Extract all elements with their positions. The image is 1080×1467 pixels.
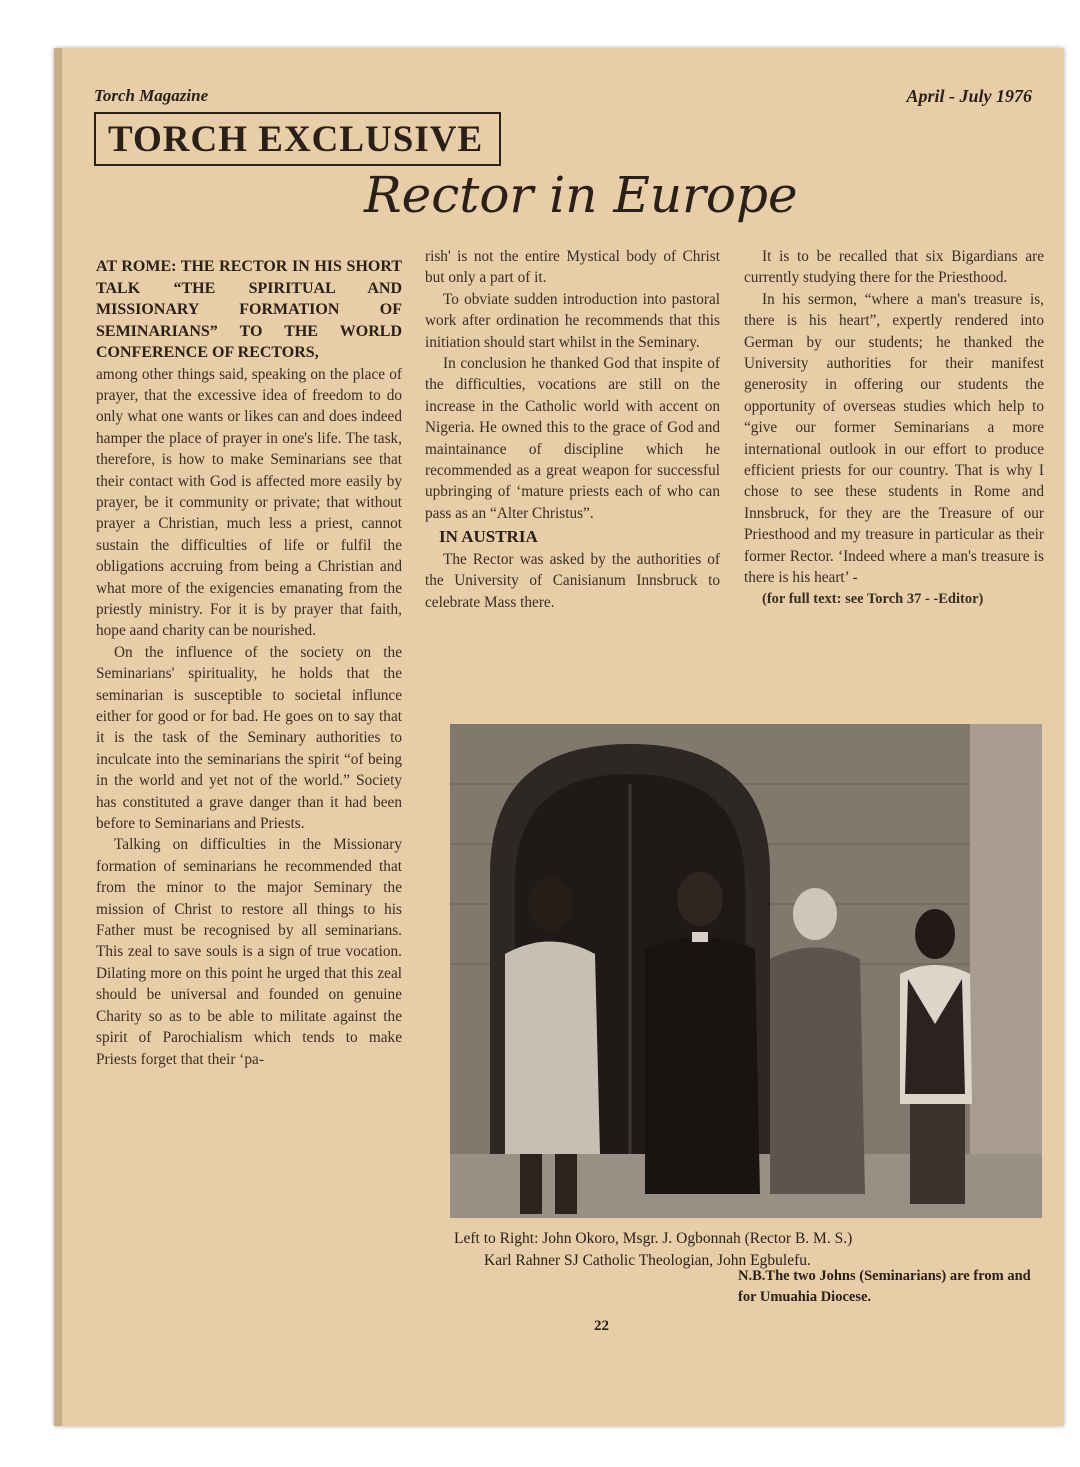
magazine-name: Torch Magazine — [94, 86, 209, 105]
issue-date: April - July 1976 — [906, 86, 1032, 106]
paragraph: among other things said, speaking on the place of prayer, that the excessive idea of freedom to do only what one wants or likes can and does indeed hamper the place of prayer in one's life. The task, therefore, is how to make Seminarians see that their contact with God is affected more easily by prayer, be it community or private; that without prayer a Christian, much less a priest, cannot sustain the difficulties of life or fulfil the obligations accruing from being a Christian and what more of the exigencies emanating from the priestly ministry. For it is by prayer that faith, hope aand charity can be nourished. — [96, 365, 402, 640]
article-headline: Rector in Europe — [364, 166, 798, 224]
caption-line-2: Karl Rahner SJ Catholic Theologian, John Egbulefu. — [484, 1252, 811, 1269]
page-spine — [54, 48, 62, 1426]
paragraph: To obviate sudden introduction into pastoral work after ordination he recommends that this initiation should start whilst in the Seminary. — [425, 290, 720, 351]
column-2 — [425, 246, 720, 613]
column-1 — [96, 256, 402, 1070]
column-3 — [744, 246, 1044, 610]
section-banner: TORCH EXCLUSIVE — [94, 112, 501, 166]
group-photo-illustration — [450, 724, 1042, 1218]
page-number: 22 — [594, 1318, 609, 1334]
group-photo — [450, 724, 1042, 1218]
caption-line-1: Left to Right: John Okoro, Msgr. J. Ogbonnah (Rector B. M. S.) — [454, 1230, 853, 1247]
austria-subheading: IN AUSTRIA — [439, 527, 538, 547]
magazine-page — [54, 48, 1064, 1426]
paragraph: The Rector was asked by the authorities of the University of Canisianum Innsbruck to celebrate Mass there. — [425, 550, 720, 611]
paragraph: It is to be recalled that six Bigardians are currently studying there for the Priesthood. — [744, 248, 1044, 287]
paragraph: In conclusion he thanked God that inspite of the difficulties, vocations are still on the increase in the Catholic world with accent on Nigeria. He owned this to the grace of God and maintainance of discipline which he recommended as a great weapon for successful upbringing of ‘mature priests each of who can pass as an “Alter Christus”. — [425, 355, 720, 522]
lead-heading: AT ROME: THE RECTOR IN HIS SHORT TALK “THE SPIRITUAL AND MISSIONARY FORMATION OF SEMINARIANS” TO THE WORLD CONFERENCE OF RECTORS, — [96, 258, 402, 361]
paragraph: In his sermon, “where a man's treasure is, there is his heart”, expertly rendered into German by our students; he thanked the University authorities for their manifest generosity in offering our students the opportunity of overseas studies which help to “give our former Seminarians a more international outlook in our effort to produce efficient priests for our country. That is why I chose to see these students in Rome and Innsbruck, for they are the Treasure of our Priesthood and my treasure in particular as their former Rector. ‘Indeed where a man's treasure is there is his heart’ - — [744, 290, 1044, 587]
paragraph: Talking on difficulties in the Missionary formation of seminarians he recommended that from the minor to the major Seminary the mission of Christ to restore all things to his Father must be recognised by all seminarians. This zeal to save souls is a sign of true vocation. Dilating more on this point he urged that this zeal should be universal and founded on genuine Charity so as to be able to militate against the spirit of Parochialism which tends to make Priests forget that their ‘pa- — [96, 836, 402, 1068]
caption-note: N.B.The two Johns (Seminarians) are from and for Umuahia Diocese. — [738, 1268, 1031, 1305]
paragraph: rish' is not the entire Mystical body of Christ but only a part of it. — [425, 248, 720, 287]
paragraph: On the influence of the society on the Seminarians' spirituality, he holds that the seminarian is susceptible to societal influnce either for good or for bad. He goes on to say that it is the task of the Seminary authorities to inculcate into the seminarians the spirit “of being in the world and yet not of the world.” Society has constituted a grave danger than it had been before to Seminarians and Priests. — [96, 643, 402, 833]
editor-note: (for full text: see Torch 37 - -Editor) — [762, 590, 984, 607]
